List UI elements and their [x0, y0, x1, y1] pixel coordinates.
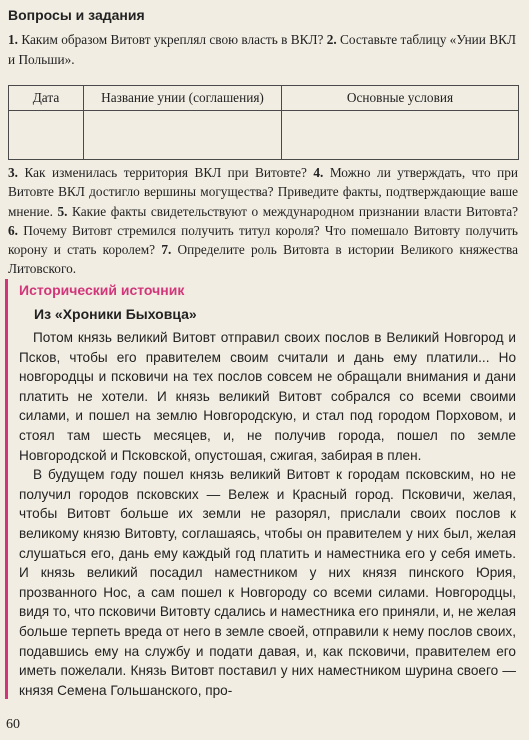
question-number: 6.: [8, 222, 18, 238]
questions-block-1: [8, 30, 516, 70]
question-text: Определите роль Витовта в истории Великого княжества Литовского.: [8, 242, 518, 277]
source-section-label: Исторический источник: [19, 282, 185, 298]
source-paragraph: Потом князь великий Витовт отправил своих послов в Великий Новгород и Псков, чтобы его правителем своим считали и дань ему платили... Но новгородцы и псковичи на тех послов совсем не обращали внимания и дани платить не хотели. И князь великий Витовт собрался со всеми своими силами, и пошел на землю Новгородскую, и стал под городом Порховом, и стоял там шесть месяцев, и, не получив города, пошел по земле Новгородской и Псковской, опустошая, сжигая, забирая в плен.: [19, 330, 516, 463]
table-cell: [282, 111, 519, 160]
question-text: Каким образом Витовт укреплял свою власть в ВКЛ?: [17, 32, 327, 47]
question-text: Составьте таблицу «Унии ВКЛ и Польши».: [8, 32, 517, 67]
question-text: Можно ли утверждать, что при Витовте ВКЛ достигло вершины могущества? Приведите факты, подтверждающие ваше мнение.: [8, 165, 518, 219]
question-text: Почему Витовт стремился получить титул короля? Что помешало Витовту получить корону и стать королем?: [8, 222, 518, 258]
question-number: 7.: [161, 242, 172, 258]
questions-heading: Вопросы и задания: [8, 7, 145, 23]
source-title: Из «Хроники Быховца»: [34, 306, 197, 322]
unions-table: [8, 85, 519, 160]
source-text: [19, 328, 516, 700]
questions-block-2: [8, 163, 518, 279]
question-text: Как изменилась территория ВКЛ при Витовте?: [17, 165, 314, 180]
table-header-row: [9, 86, 519, 111]
question-number: 4.: [313, 165, 324, 180]
table-cell: [84, 111, 282, 160]
table-header-union-name: Название унии (соглашения): [84, 86, 282, 111]
table-header-conditions: Основные условия: [282, 86, 519, 111]
question-number: 3.: [8, 165, 18, 180]
table-cell: [9, 111, 84, 160]
page-number: 60: [6, 717, 20, 732]
question-number: 2.: [326, 32, 337, 47]
table-header-date: Дата: [9, 86, 84, 111]
question-text: Какие факты свидетельствуют о международном признании власти Витовта?: [67, 203, 519, 219]
table-row: [9, 111, 519, 160]
question-number: 5.: [57, 203, 68, 219]
source-paragraph: В будущем году пошел князь великий Витовт к городам псковским, но не получил городов псковских — Вележ и Красный город. Псковичи, желая, чтобы Витовт больше их земли не разорял, прислали своих послов к великому князю Витовту, соглашаясь, чтобы он правителем у них был, желая слушаться его, дань ему каждый год платить и наместника его у себя иметь. И князь великий посадил наместником у них князя пинского Юрия, прозванного Нос, а сам пошел к Новгороду со всеми силами. Новгородцы, видя то, что псковичи Витовту сдались и наместника его приняли, и, не желая больше терпеть вреда от него в земле своей, отправили к нему послов своих, подавшись ему на службу и подати давая, и, как псковичи, правителем его иметь пожелали. Князь Витовт поставил у них наместником шурина своего — князя Семена Гольшанского, про-: [19, 467, 516, 698]
source-accent-bar: [5, 279, 8, 699]
question-number: 1.: [8, 32, 18, 47]
